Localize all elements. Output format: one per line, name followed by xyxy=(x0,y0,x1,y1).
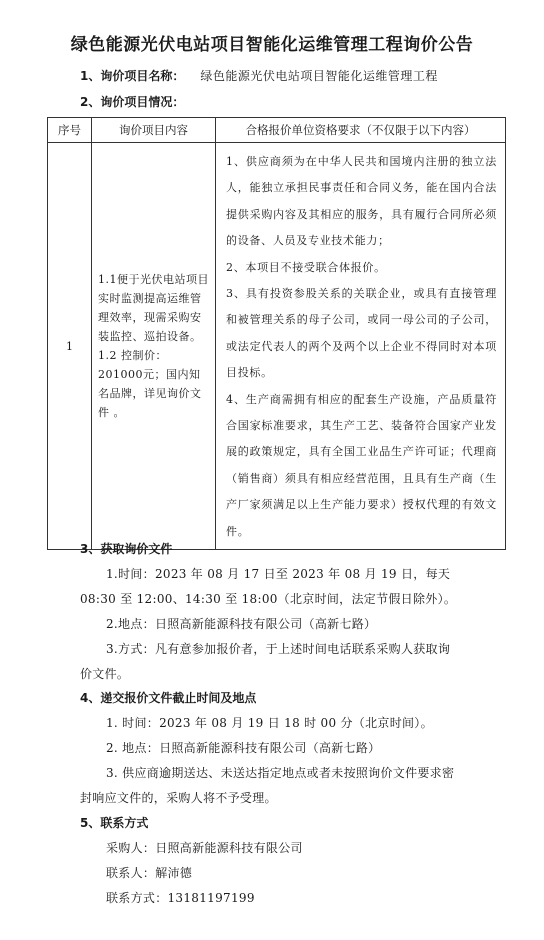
section-project-name xyxy=(80,67,438,84)
section-obtain-label: 3、获取询价文件 xyxy=(80,542,173,556)
header-number: 序号 xyxy=(48,118,92,143)
deadline-location: 2. 地点：日照高新能源科技有限公司（高新七路） xyxy=(106,741,381,755)
notice-title: 绿色能源光伏电站项目智能化运维管理工程询价公告 xyxy=(70,35,474,55)
section-project-name-label: 1、询价项目名称： xyxy=(80,69,185,83)
deadline-time: 1. 时间：2023 年 08 月 19 日 18 时 00 分（北京时间）。 xyxy=(106,716,433,730)
header-content: 询价项目内容 xyxy=(92,118,216,143)
project-name-value: 绿色能源光伏电站项目智能化运维管理工程 xyxy=(200,69,438,83)
table-row xyxy=(48,143,506,550)
obtain-location: 2.地点：日照高新能源科技有限公司（高新七路） xyxy=(106,617,377,631)
row-content: 1.1便于光伏电站项目实时监测提高运维管理效率，现需采购安装监控、巡拍设备。1.2 控制价：201000元；国内知名品牌，详见询价文件 。 xyxy=(92,143,216,550)
qualification-item-2: 2、本项目不接受联合体报价。 xyxy=(226,260,386,274)
deadline-notice: 3. 供应商逾期送达、未送达指定地点或者未按照询价文件要求密封响应文件的，采购人将不予受理。 xyxy=(80,766,455,805)
qualification-item-4: 4、生产商需拥有相应的配套生产设施，产品质量符合国家标准要求，其生产工艺、装备符合国家产业发展的政策规定，具有全国工业品生产许可证；代理商（销售商）须具有相应经营范围，且具有生产商（生产厂家须满足以上生产能力要求）授权代理的有效文件。 xyxy=(226,392,497,538)
qualification-item-3: 3、具有投资参股关系的关联企业，或具有直接管理和被管理关系的母子公司，或同一母公司的子公司，或法定代表人的两个及两个以上企业不得同时对本项目投标。 xyxy=(226,287,497,380)
row-qualification xyxy=(216,143,506,550)
requirements-table xyxy=(47,117,506,550)
obtain-method: 3.方式：凡有意参加报价者，于上述时间电话联系采购人获取询价文件。 xyxy=(80,642,451,681)
table-header-row xyxy=(48,118,506,143)
obtain-time: 1.时间：2023 年 08 月 17 日至 2023 年 08 月 19 日，每天 08:30 至 12:00、14:30 至 18:00（北京时间，法定节假日除外）。 xyxy=(80,567,457,606)
section-deadline-label: 4、递交报价文件截止时间及地点 xyxy=(80,691,257,705)
row-number: 1 xyxy=(48,143,92,550)
section-project-info-label: 2、询价项目情况： xyxy=(80,95,185,109)
qualification-item-1: 1、供应商须为在中华人民共和国境内注册的独立法人，能独立承担民事责任和合同义务，能在国内合法提供采购内容及其相应的服务，具有履行合同所必须的设备、人员及专业技术能力； xyxy=(226,155,497,248)
header-qualification: 合格报价单位资格要求（不仅限于以下内容） xyxy=(216,118,506,143)
contact-person: 联系人：解沛德 xyxy=(106,866,193,880)
section-contact-label: 5、联系方式 xyxy=(80,816,149,830)
contact-phone: 联系方式：13181197199 xyxy=(106,891,255,905)
contact-purchaser: 采购人：日照高新能源科技有限公司 xyxy=(106,841,303,855)
